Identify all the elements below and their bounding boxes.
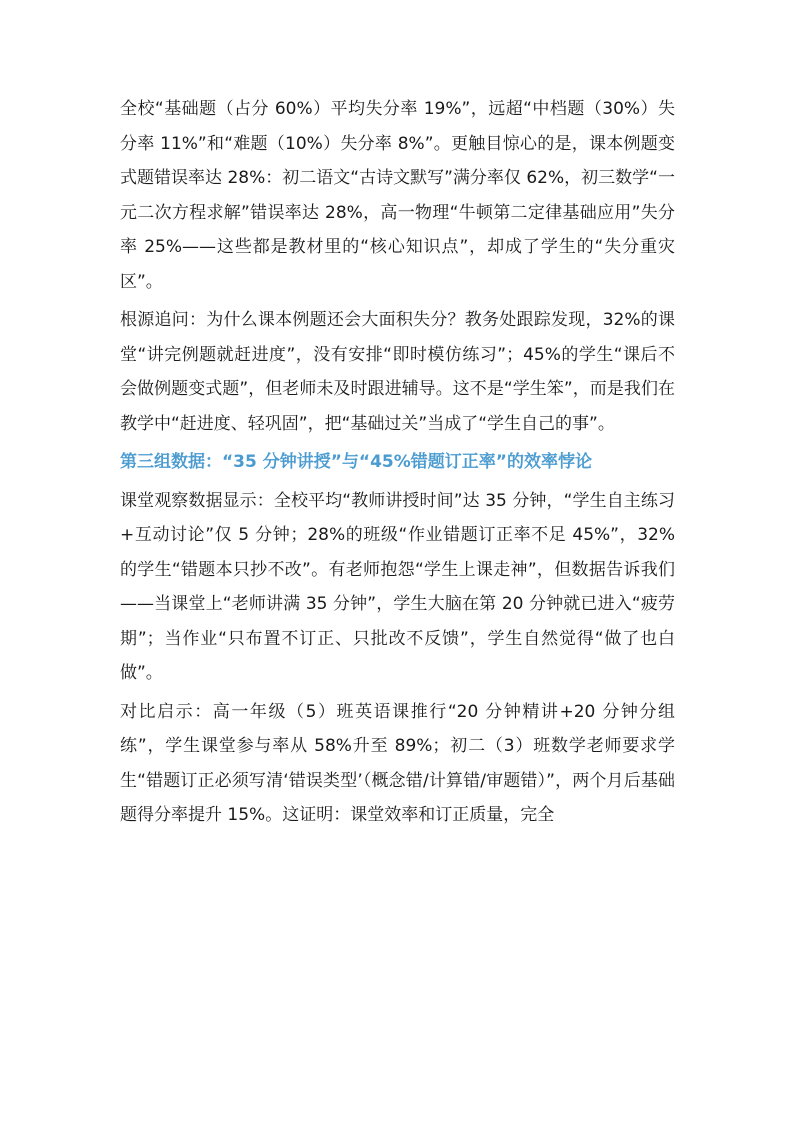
paragraph-root-cause: 根源追问：为什么课本例题还会大面积失分？教务处跟踪发现，32%的课堂“讲完例题就赶进度”，没有安排“即时模仿练习”；45%的学生“课后不会做例题变式题”，但老师未及时跟进辅导。这不是“学生笨”，而是我们在教学中“赶进度、轻巩固”，把“基础过关”当成了“学生自己的事”。 [120,310,675,434]
document-page [120,92,675,837]
paragraph-basic-questions: 全校“基础题（占分 60%）平均失分率 19%”，远超“中档题（30%）失分率 11%”和“难题（10%）失分率 8%”。更触目惊心的是，课本例题变式题错误率达 28%：初二语文“古诗文默写”满分率仅 62%，初三数学“一元二次方程求解”错误率达 28%，高一物理“牛顿第二定律基础应用”失分率 25%——这些都是教材里的“核心知识点”，却成了学生的“失分重灾区”。 [120,99,675,292]
paragraph-classroom-observation: 课堂观察数据显示：全校平均“教师讲授时间”达 35 分钟，“学生自主练习+互动讨论”仅 5 分钟；28%的班级“作业错题订正率不足 45%”，32%的学生“错题本只抄不改”。有老师抱怨“学生上课走神”，但数据告诉我们——当课堂上“老师讲满 35 分钟”，学生大脑在第 20 分钟就已进入“疲劳期”；当作业“只布置不订正、只批改不反馈”，学生自然觉得“做了也白做”。 [120,490,675,683]
section-heading-third-data: 第三组数据：“35 分钟讲授”与“45%错题订正率”的效率悖论 [120,452,592,472]
paragraph-comparison: 对比启示：高一年级（5）班英语课推行“20 分钟精讲+20 分钟分组练”，学生课堂参与率从 58%升至 89%；初二（3）班数学老师要求学生“错题订正必须写清‘错误类型’（概念错/计算错/审题错）”，两个月后基础题得分率提升 15%。这证明：课堂效率和订正质量，完全 [120,701,675,825]
